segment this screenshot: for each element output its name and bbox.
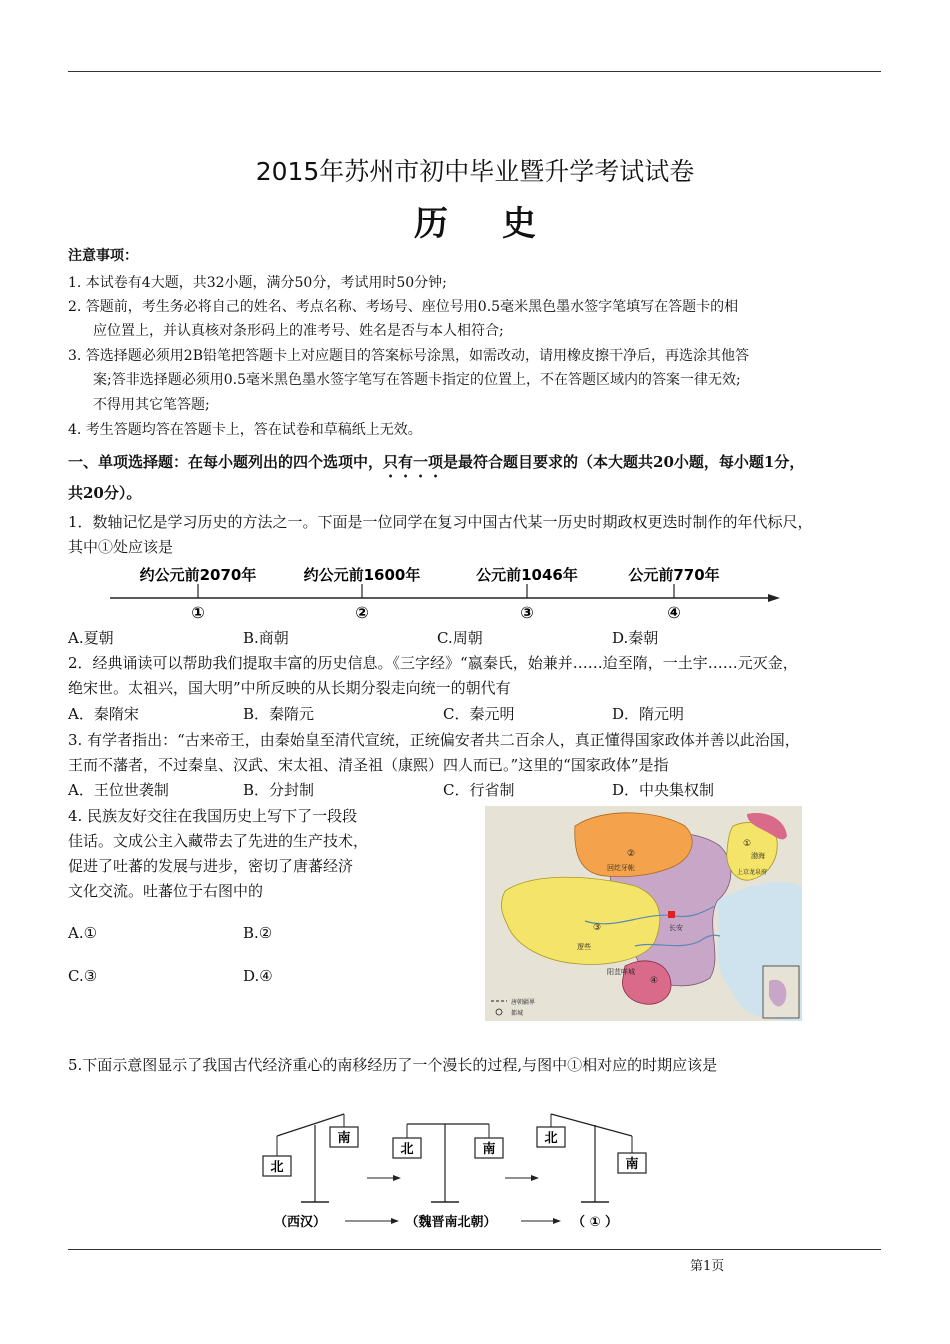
q4-stem-1: 4. 民族友好交往在我国历史上写下了一段段 [68,807,358,825]
scale-label-south: 南 [625,1157,639,1172]
q3-option-d: D．中央集权制 [612,781,715,799]
section-heading-a: 一、单项选择题：在每小题列出的四个选项中， [68,453,384,471]
timeline-label: 公元前1046年 [476,566,578,584]
page-number: 第1页 [690,1259,725,1274]
scale-caption: （ ① ） [571,1215,619,1230]
q5-scales-diagram [255,1100,665,1232]
timeline-label: 公元前770年 [628,566,720,584]
scale-caption: （魏晋南北朝） [405,1215,497,1230]
q1-option-a: A.夏朝 [68,629,114,647]
q3-option-b: B．分封制 [243,781,315,799]
q4-stem-2: 佳话。文成公主入藏带去了先进的生产技术， [68,832,369,850]
q5-stem: 5.下面示意图显示了我国古代经济重心的南移经历了一个漫长的过程,与图中①相对应的时期应该是 [68,1056,718,1074]
q2-option-b: B．秦隋元 [243,705,315,723]
scale-caption: （西汉） [273,1215,327,1230]
map-label-shangjing: 上京龙泉府 [737,869,768,876]
q1-stem-2: 其中①处应该是 [68,538,174,556]
q4-option-a: A.① [68,924,98,942]
q3-option-a: A．王位世袭制 [68,781,169,799]
scale-label-north: 北 [400,1142,414,1157]
q4-option-b: B.② [243,924,273,942]
q2-option-c: C．秦元明 [443,705,515,723]
map-label-bohai: 渤海 [751,852,765,860]
legend-capital: 都城 [511,1010,524,1017]
timeline-mark: ③ [520,603,534,622]
scale-label-south: 南 [337,1131,351,1146]
section-heading-emph: 只有一项 [383,453,444,471]
bottom-rule [68,1249,881,1250]
timeline-mark: ① [191,603,205,622]
q3-stem-2: 王而不藩者，不过秦皇、汉武、宋太祖、清圣祖（康熙）四人而已。”这里的“国家政体”是指 [68,756,669,774]
exam-title: 2015年苏州市初中毕业暨升学考试试卷 [255,157,695,186]
note-1: 1. 本试卷有4大题，共32小题，满分50分，考试用时50分钟; [68,275,447,291]
map-label-3: ③ [593,923,602,933]
tang-map [485,806,802,1021]
q4-option-c: C.③ [68,967,98,985]
q3-stem: 3. 有学者指出：“古来帝王，由秦始皇至清代宣统，正统偏安者共二百余人，真正懂得国家政体并善以此治国， [68,731,800,749]
q1-stem: 1．数轴记忆是学习历史的方法之一。下面是一位同学在复习中国古代某一历史时期政权更迭时制作的年代标尺， [68,513,813,531]
q1-option-b: B.商朝 [243,629,289,647]
note-4: 4. 考生答题均答在答题卡上，答在试卷和草稿纸上无效。 [68,422,422,438]
map-label-4: ④ [650,976,659,986]
q1-option-c: C.周朝 [437,629,483,647]
note-2: 2. 答题前，考生务必将自己的姓名、考点名称、考场号、座位号用0.5毫米黑色墨水签字笔填写在答题卡的相 [68,299,739,315]
map-label-lhasa: 逻些 [577,943,591,951]
map-label-nanzhao: 阳苴咩城 [607,968,635,976]
legend-border: 唐朝疆界 [511,999,536,1006]
timeline-label: 约公元前1600年 [303,566,421,584]
section-heading-2: 共20分）。 [68,484,142,502]
map-label-1: ① [743,839,752,849]
q4-option-d: D.④ [243,967,273,985]
note-3-cont: 案;答非选择题必须用0.5毫米黑色墨水签字笔写在答题卡指定的位置上，不在答题区域内的答案一律无效; [93,372,741,388]
map-label-uighur: 回纥牙帐 [607,864,635,872]
section-heading [68,450,804,481]
q2-stem: 2．经典诵读可以帮助我们提取丰富的历史信息。《三字经》“嬴秦氏，始兼并……迨至隋，一土宇……元灭金， [68,654,798,672]
scale-label-north: 北 [270,1160,284,1175]
section-heading-c: 是最符合题目要求的（本大题共20小题，每小题1分， [443,453,805,471]
q3-option-c: C．行省制 [443,781,515,799]
note-3: 3. 答选择题必须用2B铅笔把答题卡上对应题目的答案标号涂黑，如需改动，请用橡皮擦干净后，再选涂其他答 [68,348,750,364]
map-label-changan: 长安 [669,924,683,932]
note-2-cont: 应位置上，并认真核对条形码上的准考号、姓名是否与本人相符合; [93,323,504,339]
scale-label-north: 北 [544,1131,558,1146]
timeline-mark: ② [355,603,369,622]
q4-stem-4: 文化交流。吐蕃位于右图中的 [68,882,264,900]
note-3-cont2: 不得用其它笔答题; [93,397,210,413]
map-label-2: ② [627,849,636,859]
timeline-label: 约公元前2070年 [139,566,257,584]
q2-option-d: D．隋元明 [612,705,685,723]
q4-stem-3: 促进了吐蕃的发展与进步，密切了唐蕃经济 [68,857,354,875]
subject-title: 历史 [414,204,590,244]
q2-option-a: A．秦隋宋 [68,705,139,723]
capital-marker [668,911,675,918]
scale-label-south: 南 [482,1142,496,1157]
timeline-mark: ④ [667,603,681,622]
q1-timeline [100,560,790,624]
q1-option-d: D.秦朝 [612,629,659,647]
top-rule [68,71,881,72]
q2-stem-2: 绝宋世。太祖兴，国大明”中所反映的从长期分裂走向统一的朝代有 [68,679,511,697]
notes-heading: 注意事项： [68,248,138,264]
